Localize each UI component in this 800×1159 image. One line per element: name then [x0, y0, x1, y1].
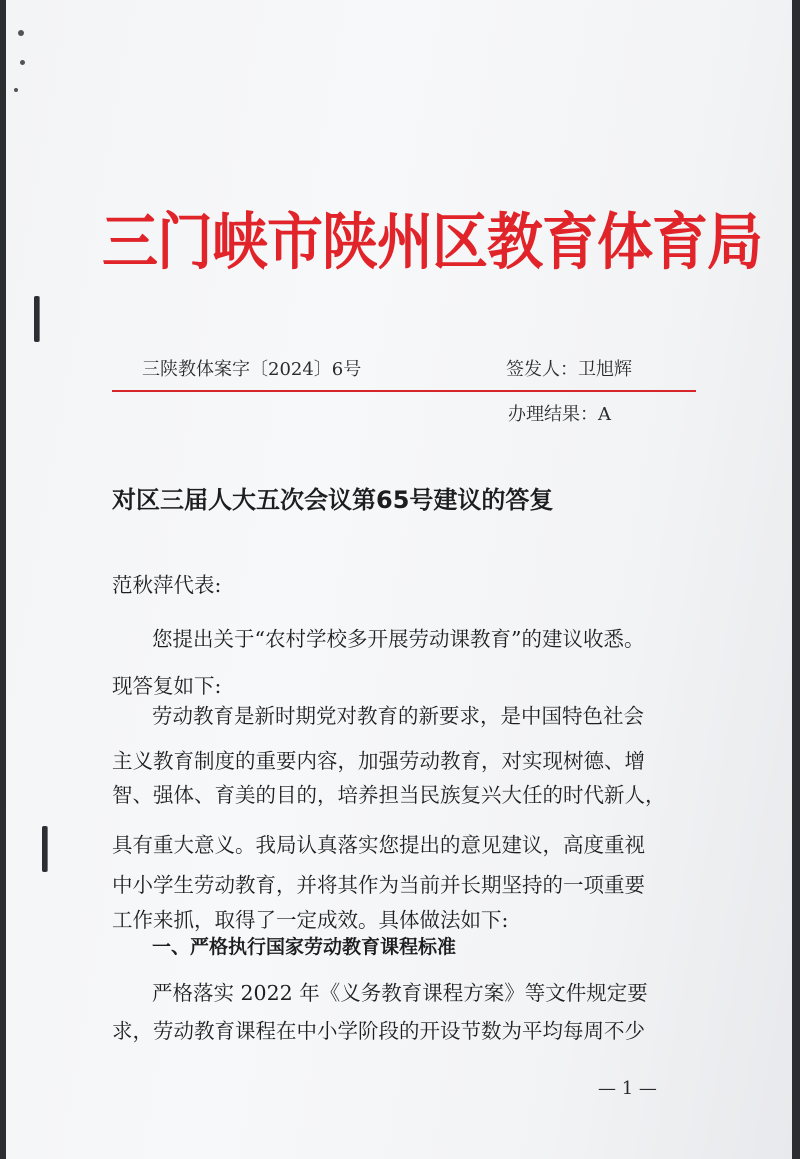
document-page [6, 0, 792, 1159]
bleed-through-text [146, 540, 586, 569]
letterhead-divider [112, 390, 696, 392]
salutation: 范秋萍代表: [112, 573, 222, 597]
paragraph-line: 中小学生劳动教育，并将其作为当前并长期坚持的一项重要 [112, 873, 645, 897]
document-title: 对区三届人大五次会议第65号建议的答复 [112, 486, 554, 514]
paragraph-line: 现答复如下: [112, 674, 222, 698]
paragraph-line: 严格落实 2022 年《义务教育课程方案》等文件规定要 [152, 981, 648, 1005]
staple-mark [34, 296, 39, 342]
paragraph-line: 劳动教育是新时期党对教育的新要求，是中国特色社会 [152, 704, 644, 728]
page-number: — 1 — [598, 1078, 657, 1099]
paragraph-line: 智、强体、育美的目的，培养担当民族复兴大任的时代新人， [112, 783, 666, 807]
punch-mark [18, 30, 24, 36]
paragraph-line: 具有重大意义。我局认真落实您提出的意见建议，高度重视 [112, 833, 645, 857]
paragraph-line: 您提出关于“农村学校多开展劳动课教育”的建议收悉。 [152, 627, 645, 651]
staple-mark [42, 826, 47, 872]
punch-mark [20, 60, 25, 65]
signer: 签发人：卫旭辉 [506, 359, 632, 380]
section-heading: 一、严格执行国家劳动教育课程标准 [152, 936, 457, 958]
paragraph-line: 求，劳动教育课程在中小学阶段的开设节数为平均每周不少 [112, 1019, 645, 1043]
handling-result: 办理结果：A [508, 404, 611, 425]
bleed-through-text [126, 120, 610, 149]
paragraph-line: 工作来抓，取得了一定成效。具体做法如下: [112, 908, 509, 932]
agency-letterhead: 三门峡市陕州区教育体育局 [102, 206, 762, 279]
punch-mark [14, 88, 18, 92]
paragraph-line: 主义教育制度的重要内容，加强劳动教育，对实现树德、增 [112, 749, 645, 773]
bleed-through-text [146, 300, 586, 329]
document-number: 三陕教体案字〔2024〕6号 [142, 359, 362, 380]
